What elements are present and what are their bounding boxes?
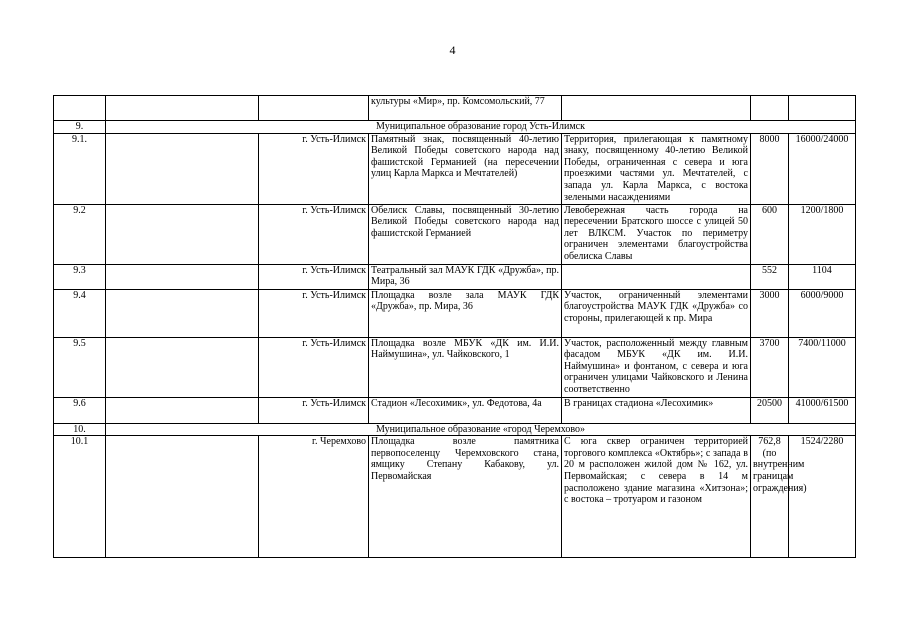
area-cell: Участок, расположенный между главным фасадом МБУК «ДК им. И.И. Наймушина» и фонтаном, с севера и юга ограничен улицами Чайковского и Ленина соответственно — [562, 337, 751, 397]
area-cell — [562, 96, 751, 121]
row-number: 9.3 — [54, 264, 106, 289]
object-cell: Театральный зал МАУК ГДК «Дружба», пр. Мира, 36 — [369, 264, 562, 289]
capacity-cell: 7400/11000 — [789, 337, 856, 397]
row-number: 9.1. — [54, 133, 106, 204]
square-cell — [751, 96, 789, 121]
group-title: Муниципальное образование «город Черемхово» — [106, 423, 856, 436]
city-cell: г. Усть-Илимск — [259, 289, 369, 337]
city-cell: г. Усть-Илимск — [259, 264, 369, 289]
empty-cell — [106, 133, 259, 204]
row-number: 9.2 — [54, 204, 106, 264]
capacity-cell: 1104 — [789, 264, 856, 289]
group-title: Муниципальное образование город Усть-Илимск — [106, 121, 856, 134]
table-row — [54, 133, 856, 204]
empty-cell — [106, 397, 259, 423]
city-cell: г. Усть-Илимск — [259, 133, 369, 204]
empty-cell — [106, 204, 259, 264]
capacity-cell: 41000/61500 — [789, 397, 856, 423]
group-number: 9. — [54, 121, 106, 134]
area-cell: Участок, ограниченный элементами благоустройства МАУК ГДК «Дружба» со стороны, прилегающей к пр. Мира — [562, 289, 751, 337]
capacity-cell: 1200/1800 — [789, 204, 856, 264]
group-header-row — [54, 423, 856, 436]
object-cell: Памятный знак, посвященный 40-летию Великой Победы советского народа над фашистской Германией (на пересечении улиц Карла Маркса и Мечтателей) — [369, 133, 562, 204]
object-cell: культуры «Мир», пр. Комсомольский, 77 — [369, 96, 562, 121]
object-cell: Обелиск Славы, посвященный 30-летию Великой Победы советского народа над фашистской Германией — [369, 204, 562, 264]
area-cell: Территория, прилегающая к памятному знаку, посвященному 40-летию Великой Победы, ограниченная с севера и юга проезжими частями ул. Мечтателей, с запада ул. Карла Маркса, с востока зелеными насаждениями — [562, 133, 751, 204]
object-cell: Площадка возле МБУК «ДК им. И.И. Наймушина», ул. Чайковского, 1 — [369, 337, 562, 397]
city-cell — [259, 96, 369, 121]
city-cell: г. Усть-Илимск — [259, 397, 369, 423]
square-cell: 8000 — [751, 133, 789, 204]
area-cell — [562, 264, 751, 289]
number-cell — [54, 96, 106, 121]
square-cell: 20500 — [751, 397, 789, 423]
group-header-row — [54, 121, 856, 134]
city-cell: г. Усть-Илимск — [259, 204, 369, 264]
row-number: 9.6 — [54, 397, 106, 423]
row-number: 9.5 — [54, 337, 106, 397]
table-row — [54, 264, 856, 289]
object-cell: Площадка возле памятника первопоселенцу Черемховского стана, ямщику Степану Кабакову, ул. Первомайская — [369, 436, 562, 558]
capacity-cell: 16000/24000 — [789, 133, 856, 204]
empty-cell — [106, 337, 259, 397]
row-number: 10.1 — [54, 436, 106, 558]
city-cell: г. Черемхово — [259, 436, 369, 558]
regulation-table — [53, 95, 856, 558]
square-cell: 3000 — [751, 289, 789, 337]
table-row — [54, 436, 856, 558]
table-row — [54, 96, 856, 121]
table-row — [54, 204, 856, 264]
empty-cell — [106, 436, 259, 558]
table-row — [54, 397, 856, 423]
area-cell: В границах стадиона «Лесохимик» — [562, 397, 751, 423]
city-cell: г. Усть-Илимск — [259, 337, 369, 397]
square-cell: 600 — [751, 204, 789, 264]
square-cell: 3700 — [751, 337, 789, 397]
square-cell: 762,8 (по внутренним границам ограждения) — [751, 436, 789, 558]
table-row — [54, 289, 856, 337]
capacity-cell: 1524/2280 — [789, 436, 856, 558]
table-row — [54, 337, 856, 397]
square-cell: 552 — [751, 264, 789, 289]
group-number: 10. — [54, 423, 106, 436]
area-cell: С юга сквер ограничен территорией торгового комплекса «Октябрь»; с запада в 20 м расположен жилой дом № 162, ул. Первомайская; с севера в 14 м расположено здание магазина «Хитзона»; с востока – тротуаром и газоном — [562, 436, 751, 558]
page-number: 4 — [449, 43, 456, 57]
capacity-cell: 6000/9000 — [789, 289, 856, 337]
row-number: 9.4 — [54, 289, 106, 337]
object-cell: Площадка возле зала МАУК ГДК «Дружба», пр. Мира, 36 — [369, 289, 562, 337]
empty-cell — [106, 264, 259, 289]
area-cell: Левобережная часть города на пересечении Братского шоссе с улицей 50 лет ВЛКСМ. Участок по периметру ограничен элементами благоустройства обелиска Славы — [562, 204, 751, 264]
object-cell: Стадион «Лесохимик», ул. Федотова, 4а — [369, 397, 562, 423]
empty-cell — [106, 96, 259, 121]
capacity-cell — [789, 96, 856, 121]
empty-cell — [106, 289, 259, 337]
